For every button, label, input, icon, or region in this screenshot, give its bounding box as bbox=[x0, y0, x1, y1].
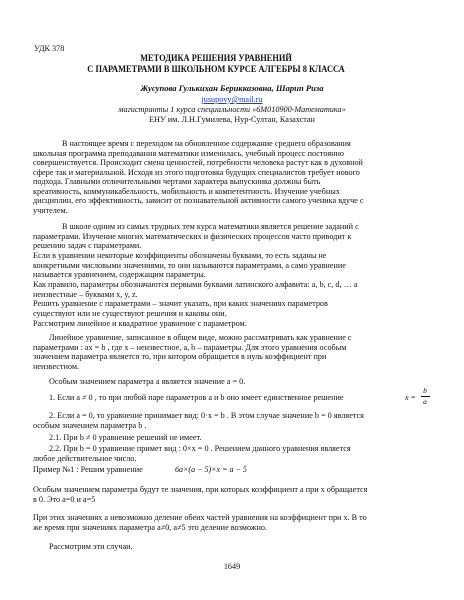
page-number: 1649 bbox=[223, 562, 241, 571]
para3-line: конкретными числовыми значениями, то они называются параметрами, а само уравнение bbox=[33, 261, 346, 270]
fraction-denominator: a bbox=[423, 397, 427, 406]
item2-line: особым значением параметра b . bbox=[33, 421, 147, 430]
para5-line: существуют или не существуют решения и каковы они. bbox=[33, 309, 227, 318]
udk-code: УДК 378 bbox=[34, 44, 65, 53]
intro-line: учителем. bbox=[33, 206, 68, 215]
item22-line: 2.2. При b = 0 уравнение примет вид : 0×x = 0 . Решением данного уравнения является bbox=[49, 444, 351, 453]
para7-line: Линейное уравнение, записанное в общем виде, можно рассматривать как уравнение с bbox=[49, 333, 352, 342]
paper-title-line2: С ПАРАМЕТРАМИ В ШКОЛЬНОМ КУРСЕ АЛГЕБРЫ 8 КЛАССА bbox=[87, 64, 345, 74]
email-link-wrapper bbox=[0, 95, 464, 104]
email-link[interactable]: jusupovy@mail.ru bbox=[201, 95, 263, 104]
para7-line: неизвестном. bbox=[33, 362, 80, 371]
para9-line: в 0. Это a=0 и a=5 bbox=[33, 495, 96, 504]
fraction-numerator: b bbox=[423, 386, 427, 395]
authors: Жусупова Гулькихан Берикказовна, Шарип Риза bbox=[140, 83, 324, 93]
para2-line: В школе одним из самых трудных тем курса математики является решение заданий с bbox=[62, 222, 359, 231]
para3-line: называется уравнением, содержащим параметры. bbox=[33, 270, 206, 279]
intro-line: совершенствуется. Происходит смена ценностей, потребности человека растут как в духовной bbox=[33, 158, 363, 167]
item22-line: любое действительное число. bbox=[33, 454, 137, 463]
para4-line: неизвестные – буквами x, y, z. bbox=[33, 290, 138, 299]
intro-line: подхода. Главными отличительными чертами характера выпускника должны быть bbox=[33, 177, 321, 186]
para10-line: При этих значениях a невозможно деление обеих частей уравнения на коэффициент при x. В то bbox=[33, 513, 367, 522]
para3-line: Если в уравнении некоторые коэффициенты обозначены буквами, то есть заданы не bbox=[33, 251, 327, 260]
example-label: Пример №1 : Решим уравнение bbox=[33, 465, 143, 474]
item21: 2.1. При b ≠ 0 уравнение решений не имеет. bbox=[49, 433, 202, 442]
para7-line: значением параметра является то, при котором обращается в нуль коэффициент при bbox=[33, 352, 327, 361]
intro-line: дисциплин, его эффективность, зависит от познавательной активности самого ученика вдуче с bbox=[33, 196, 364, 205]
para9-line: Особым значением параметра будут те значения, при которых коэффициент a при x обращается bbox=[33, 485, 368, 494]
para2-line: решению задач с параметрами. bbox=[33, 241, 142, 250]
para10-line: же время при значениях параметра a≠0, a≠5 это деление возможно. bbox=[33, 523, 268, 532]
para4-line: Как правило, параметры обозначаются первыми буквами латинского алфавита: a, b, c, d, … а bbox=[33, 280, 358, 289]
intro-line: В настоящее время с переходом на обновленное содержание среднего образования bbox=[62, 139, 351, 148]
para8: Особым значением параметра a является значение a = 0. bbox=[49, 377, 246, 386]
para5-line: Решить уравнение с параметрами – значит указать, при каких значениях параметров bbox=[33, 299, 328, 308]
intro-line: сфере так и материальной. Исходя из этого подготовка будущих специалистов требует нового bbox=[33, 168, 360, 177]
para7-line: параметрами : ax = b , где x – неизвестное, a, b – параметры. Для этого уравнения особым bbox=[33, 343, 347, 352]
paper-title-line1: МЕТОДИКА РЕШЕНИЯ УРАВНЕНИЙ bbox=[140, 53, 292, 63]
item1: 1. Если a ≠ 0 , то при любой паре параметров a и b оно имеет единственное решение bbox=[49, 393, 344, 402]
affiliation-line1: магистранты 1 курса специальности «6М010900-Математика» bbox=[118, 105, 346, 114]
item2-line: 2. Если a = 0, то уравнение принимает вид: 0·x = b . В этом случае значение b = 0 является bbox=[49, 411, 364, 420]
para6: Рассмотрим линейное и квадратное уравнение с параметром. bbox=[33, 319, 247, 328]
intro-line: креативность, коммуникабельность, мобильность и компетентность. Изучение учебных bbox=[33, 187, 340, 196]
para2-line: параметрами. Изучение многих математических и физических процессов часто приводит к bbox=[33, 232, 352, 241]
affiliation-line2: ЕНУ им. Л.Н.Гумилева, Нур-Султан, Казахстан bbox=[149, 115, 315, 124]
intro-line: школьная программа преподавания математики изменилась, учебный процесс постоянно bbox=[33, 149, 344, 158]
example-formula: 6a×(a − 5)×x = a − 5 bbox=[175, 465, 247, 474]
fraction-lhs: x = bbox=[405, 393, 416, 402]
para11: Рассмотрим эти случаи. bbox=[49, 542, 133, 551]
